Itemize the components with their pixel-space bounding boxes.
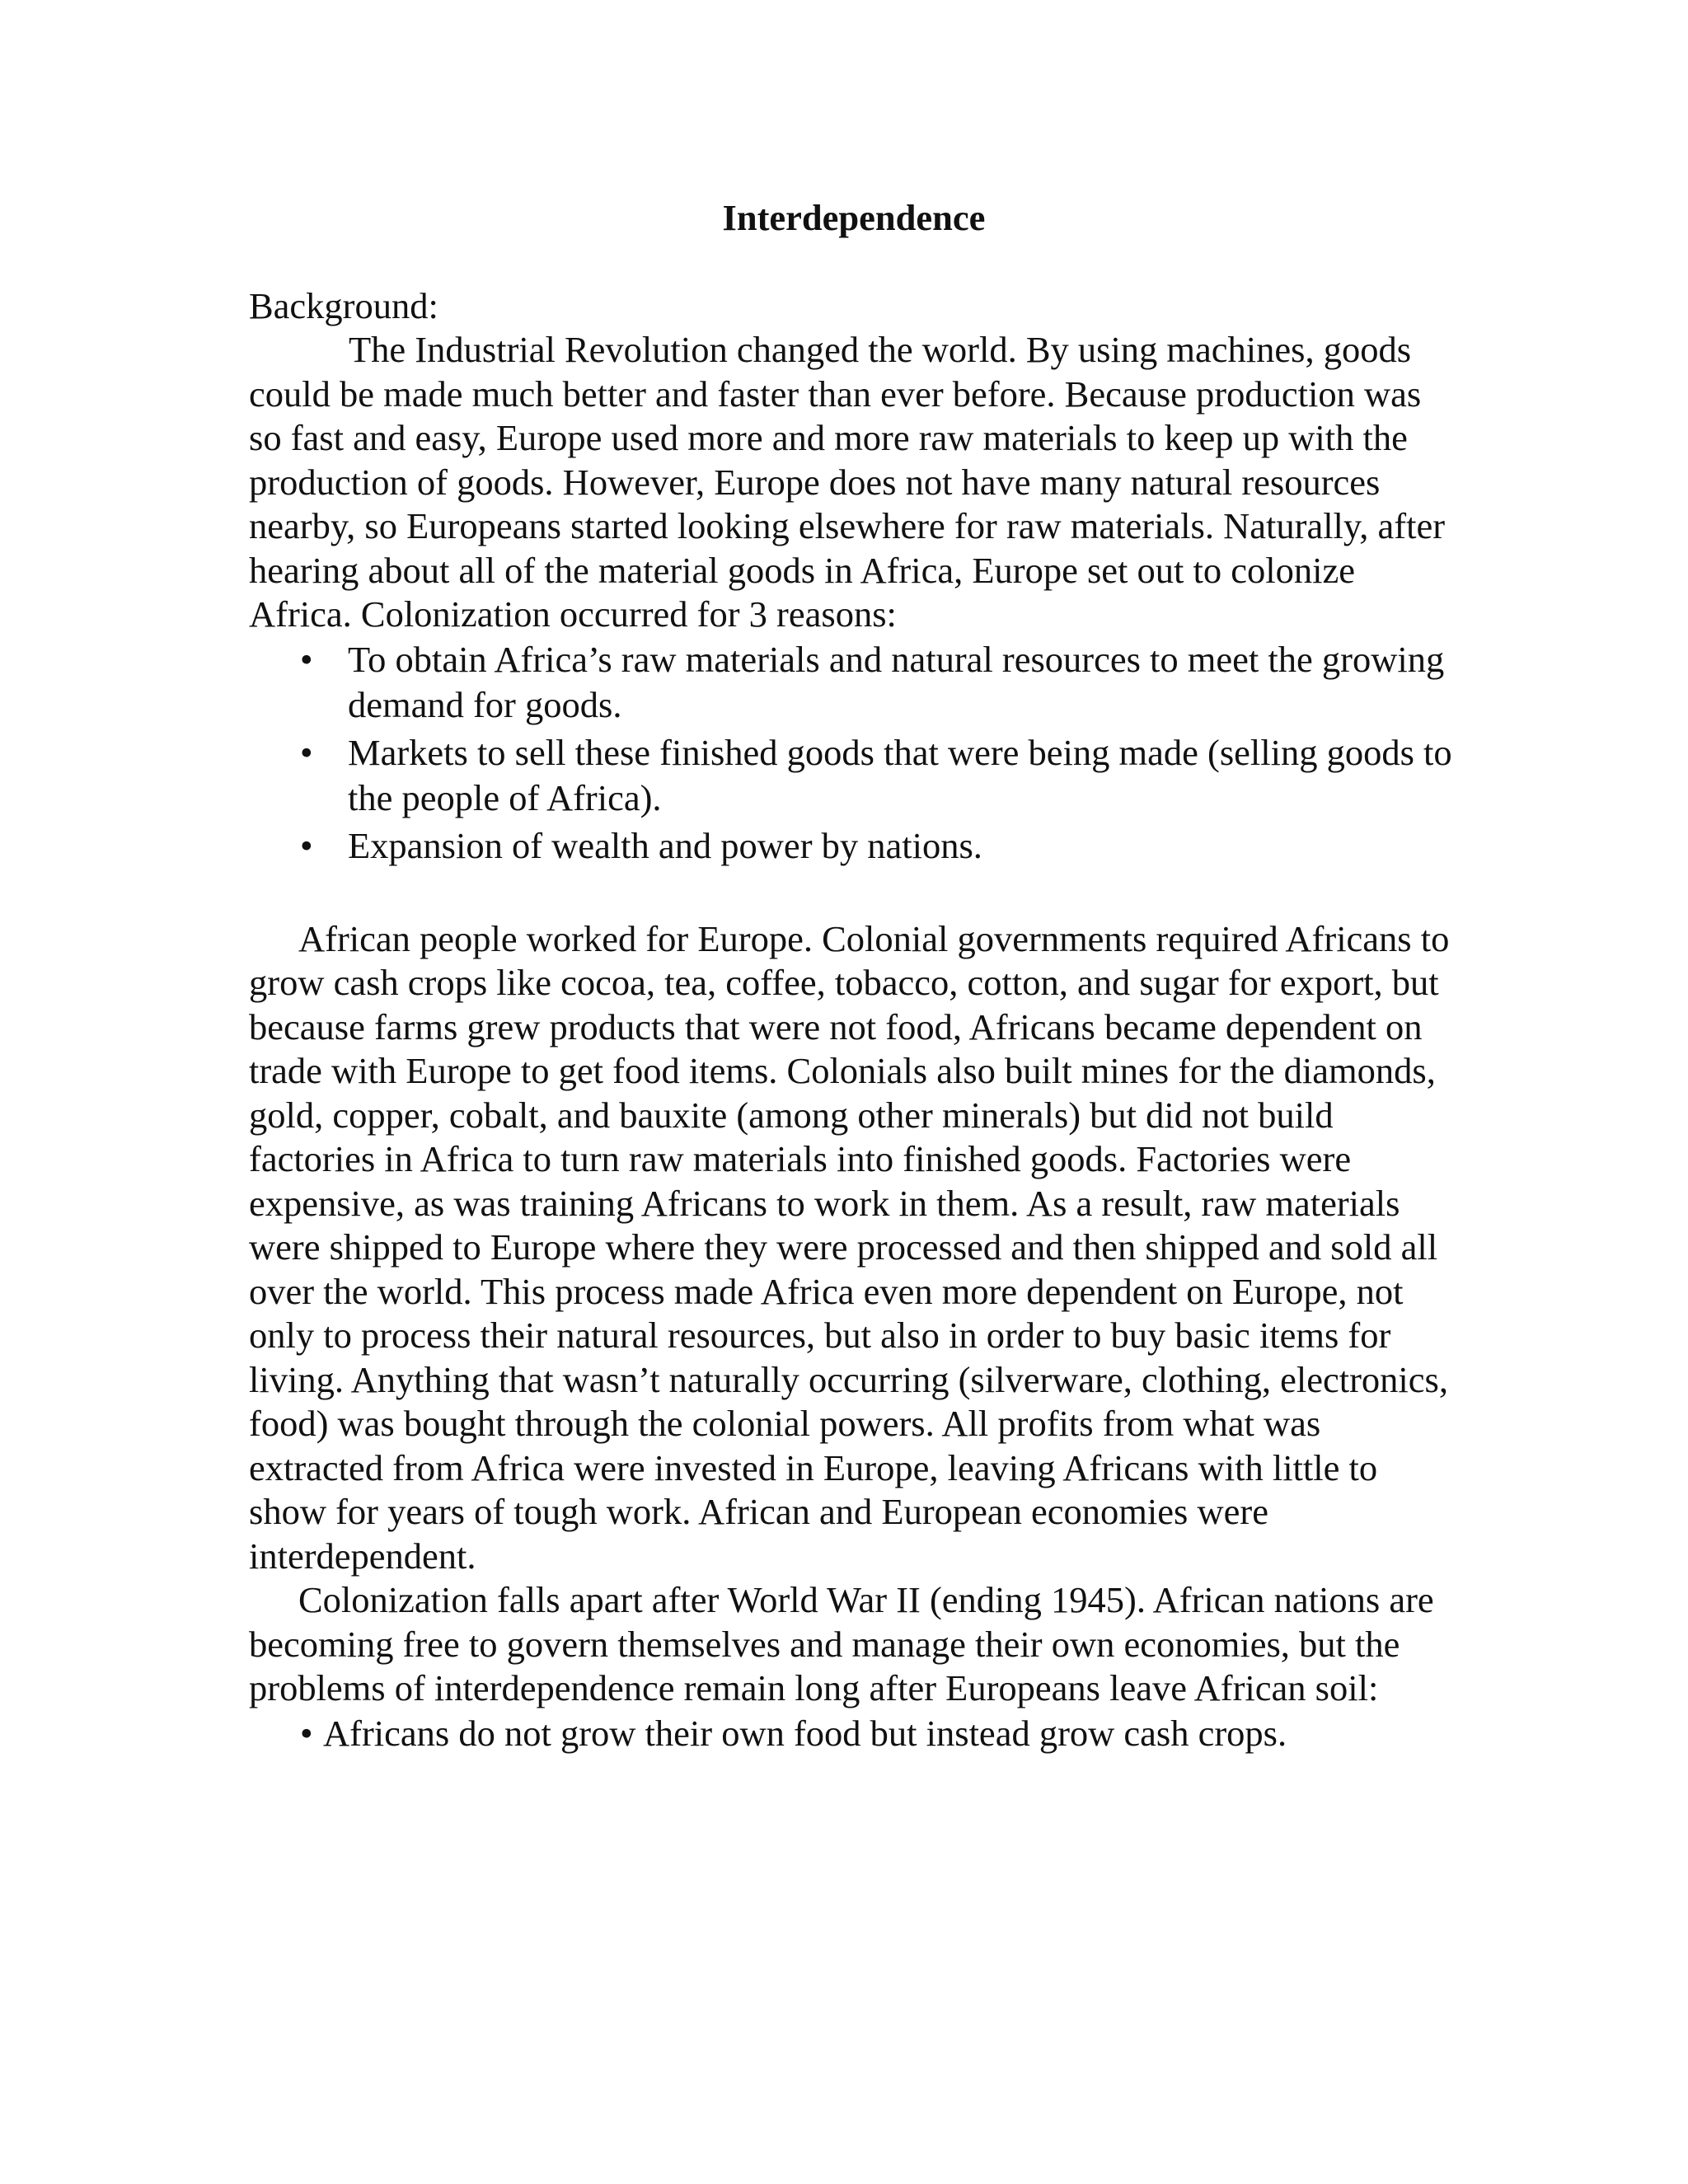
list-item [249, 1711, 1452, 1756]
list-item [249, 730, 1452, 821]
list-item [249, 637, 1452, 728]
list-item [249, 823, 1452, 869]
bullet-icon: • [300, 1712, 313, 1754]
reason-text: Markets to sell these finished goods that were being made (selling goods to the people of Africa). [348, 731, 1452, 818]
problems-list [249, 1711, 1452, 1756]
reason-text: Expansion of wealth and power by nations. [348, 824, 982, 866]
document-title: Interdependence [722, 197, 986, 238]
document-body [249, 196, 1452, 1759]
problem-text: Africans do not grow their own food but instead grow cash crops. [323, 1712, 1287, 1754]
bullet-icon: • [300, 731, 313, 773]
bullet-icon: • [300, 638, 313, 680]
paragraph-decolonization: Colonization falls apart after World War II (ending 1945). African nations are becoming free to govern themselves and manage their own economies, but the problems of interdependence remain long after Europeans leave African soil: [249, 1579, 1434, 1708]
intro-paragraph: The Industrial Revolution changed the world. By using machines, goods could be made much better and faster than ever before. Because production was so fast and easy, Europe used more and more raw materials to keep up with the production of goods. However, Europe does not have many natural resources nearby, so Europeans started looking elsewhere for raw materials. Naturally, after hearing about all of the material goods in Africa, Europe set out to colonize Africa. Colonization occurred for 3 reasons: [249, 329, 1446, 635]
paragraph-economy: African people worked for Europe. Colonial governments required Africans to grow cash crops like cocoa, tea, coffee, tobacco, cotton, and sugar for export, but because farms grew products that were not food, Africans became dependent on trade with Europe to get food items. Colonials also built mines for the diamonds, gold, copper, cobalt, and bauxite (among other minerals) but did not build factories in Africa to turn raw materials into finished goods. Factories were expensive, as was training Africans to work in them. As a result, raw materials were shipped to Europe where they were processed and then shipped and sold all over the world. This process made Africa even more dependent on Europe, not only to process their natural resources, but also in order to buy basic items for living. Anything that wasn’t naturally occurring (silverware, clothing, electronics, food) was bought through the colonial powers. All profits from what was extracted from Africa were invested in Europe, leaving Africans with little to show for years of tough work. African and European economies were interdependent. [249, 917, 1450, 1577]
paragraph-spacer [249, 871, 1452, 917]
reason-text: To obtain Africa’s raw materials and natural resources to meet the growing demand for goods. [348, 638, 1445, 725]
background-heading: Background: [249, 284, 438, 326]
reasons-list [249, 637, 1452, 869]
bullet-icon: • [300, 824, 313, 866]
